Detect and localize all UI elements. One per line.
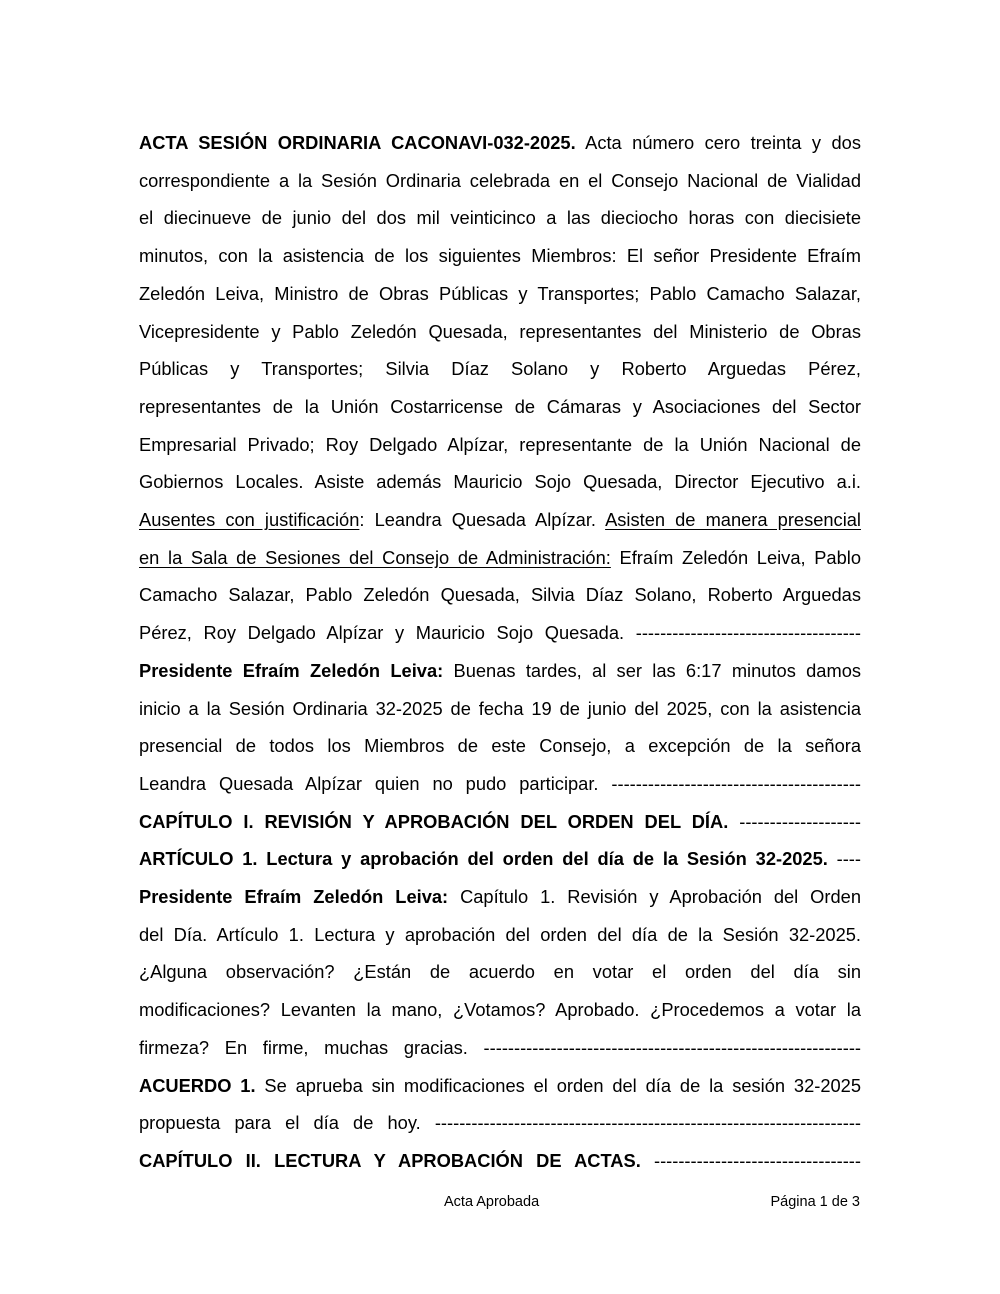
text-run: Zeledón Leiva, Ministro de Obras Públicas y Transportes; Pablo Camacho Salazar, [139,282,861,304]
document-body [139,124,861,1180]
paragraph [139,878,861,1067]
underlined-text-run: en la Sala de Sesiones del Consejo de Administración: [139,546,611,568]
text-line [139,652,861,690]
text-line [139,275,861,313]
text-line [139,124,861,162]
text-run: Efraím Zeledón Leiva, Pablo [610,546,861,568]
text-run: ¿Alguna observación? ¿Están de acuerdo en votar el orden del día sin [139,961,861,983]
text-line [139,388,861,426]
text-line [139,1067,861,1105]
text-run: representantes de la Unión Costarricense de Cámaras y Asociaciones del Sector [139,395,861,417]
text-run: ---------------------------------- [640,1149,861,1171]
paragraph [139,840,861,878]
text-run: inicio a la Sesión Ordinaria 32-2025 de fecha 19 de junio del 2025, con la asistencia [139,697,861,719]
text-line [139,426,861,464]
text-line [139,199,861,237]
text-run: presencial de todos los Miembros de este Consejo, a excepción de la señora [139,735,861,757]
text-line [139,840,861,878]
text-line [139,1029,861,1067]
bold-text-run: CAPÍTULO II. LECTURA Y APROBACIÓN DE ACTAS. [139,1149,641,1171]
text-line [139,765,861,803]
text-run: Leandra Quesada Alpízar quien no pudo participar. ----------------------------------------- [139,772,861,794]
text-line [139,803,861,841]
text-line [139,1104,861,1142]
paragraph [139,652,861,803]
bold-text-run: Presidente Efraím Zeledón Leiva: [139,659,444,681]
text-line [139,501,861,539]
text-line [139,1142,861,1180]
bold-text-run: ACTA SESIÓN ORDINARIA CACONAVI-032-2025. [139,132,576,153]
text-line [139,162,861,200]
text-line [139,350,861,388]
text-line [139,539,861,577]
bold-text-run: ARTÍCULO 1. Lectura y aprobación del orden del día de la Sesión 32-2025. [139,848,828,870]
paragraph [139,803,861,841]
text-run: Vicepresidente y Pablo Zeledón Quesada, representantes del Ministerio de Obras [139,320,861,342]
paragraph [139,124,861,652]
underlined-text-run: Ausentes con justificación [139,509,360,531]
bold-text-run: CAPÍTULO I. REVISIÓN Y APROBACIÓN DEL ORDEN DEL DÍA. [139,810,729,832]
bold-text-run: ACUERDO 1. [139,1074,256,1096]
text-run: Capítulo 1. Revisión y Aprobación del Orden [448,886,861,908]
footer-page-number: Página 1 de 3 [770,1194,860,1210]
paragraph [139,1142,861,1180]
text-run: modificaciones? Levanten la mano, ¿Votamos? Aprobado. ¿Procedemos a votar la [139,999,861,1021]
text-line [139,576,861,614]
text-run: minutos, con la asistencia de los siguientes Miembros: El señor Presidente Efraím [139,245,861,267]
paragraph [139,1067,861,1142]
text-run: Pérez, Roy Delgado Alpízar y Mauricio Sojo Quesada. ------------------------------------- [139,622,861,644]
text-line [139,690,861,728]
text-line [139,614,861,652]
text-run: propuesta para el día de hoy. ---------------------------------------------------------------------- [139,1112,861,1134]
text-line [139,237,861,275]
text-run: Públicas y Transportes; Silvia Díaz Solano y Roberto Arguedas Pérez, [139,358,861,380]
text-run: ---- [827,848,861,870]
text-line [139,916,861,954]
text-run: Empresarial Privado; Roy Delgado Alpízar, representante de la Unión Nacional de [139,433,861,455]
text-run: : Leandra Quesada Alpízar. [359,509,606,531]
text-line [139,878,861,916]
text-run: Buenas tardes, al ser las 6:17 minutos damos [443,659,861,681]
text-run: del Día. Artículo 1. Lectura y aprobación del orden del día de la Sesión 32-2025. [139,923,861,945]
text-run: Camacho Salazar, Pablo Zeledón Quesada, Silvia Díaz Solano, Roberto Arguedas [139,584,861,606]
text-line [139,463,861,501]
text-line [139,313,861,351]
text-run: Acta número cero treinta y dos [575,132,861,153]
text-run: -------------------- [728,810,861,832]
bold-text-run: Presidente Efraím Zeledón Leiva: [139,886,449,908]
text-line [139,991,861,1029]
text-run: el diecinueve de junio del dos mil veinticinco a las dieciocho horas con diecisiete [139,207,861,229]
text-line [139,727,861,765]
footer-status: Acta Aprobada [444,1194,540,1210]
text-line [139,953,861,991]
underlined-text-run: Asisten de manera presencial [605,509,861,531]
text-run: Gobiernos Locales. Asiste además Mauricio Sojo Quesada, Director Ejecutivo a.i. [139,471,861,493]
text-run: firmeza? En firme, muchas gracias. -------------------------------------------------------------- [139,1036,861,1058]
text-run: correspondiente a la Sesión Ordinaria celebrada en el Consejo Nacional de Vialidad [139,169,861,191]
text-run: Se aprueba sin modificaciones el orden del día de la sesión 32-2025 [255,1074,861,1096]
